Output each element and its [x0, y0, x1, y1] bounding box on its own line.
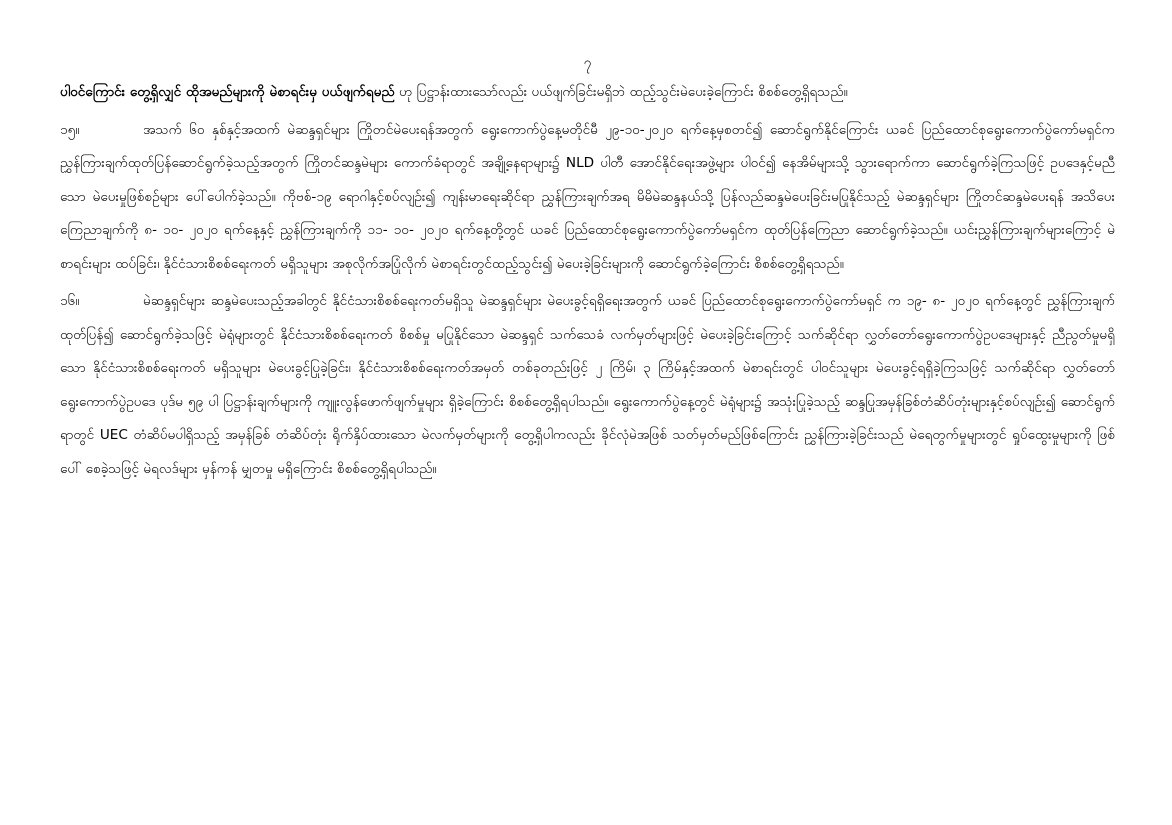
- paragraph-text: ဟု ပြဋ္ဌာန်းထားသော်လည်း ပယ်ဖျက်ခြင်းမရှိဘဲ ထည့်သွင်းမဲပေးခဲ့ကြောင်း စိစစ်တွေ့ရှိရသည်။: [394, 84, 848, 100]
- paragraph-text: အသက် ၆၀ နှစ်နှင့်အထက် မဲဆန္ဒရှင်များ ကြိုတင်မဲပေးရန်အတွက် ရွေးကောက်ပွဲနေ့မတိုင်မီ ၂၉-၁၀-၂၀၂၀ ရက်နေ့မှစတင်၍ ဆောင်ရွက်နိုင်ကြောင်း ယခင် ပြည်ထောင်စုရွေးကောက်ပွဲကော်မရှင်က ညွှန်ကြားချက်ထုတ်ပြန်ဆောင်ရွက်ခဲ့သည့်အတွက် ကြိုတင်ဆန္ဒမဲများ ကောက်ခံရာတွင် အချို့နေရာများ၌ NLD ပါတီ အောင်နိုင်ရေးအဖွဲ့များ ပါဝင်၍ နေအိမ်များသို့ သွားရောက်ကာ ဆောင်ရွက်ခဲ့ကြသဖြင့် ဥပဒေနှင့်မညီသော မဲပေးမှုဖြစ်စဉ်များ ပေါ်ပေါက်ခဲ့သည်။ ကိုဗစ်-၁၉ ရောဂါနှင့်စပ်လျဉ်း၍ ကျန်းမာရေးဆိုင်ရာ ညွှန်ကြားချက်အရ မိမိမဲဆန္ဒနယ်သို့ ပြန်လည်ဆန္ဒမဲပေးခြင်းမပြုနိုင်သည့် မဲဆန္ဒရှင်များ ကြိုတင်ဆန္ဒမဲပေးရန် အသိပေးကြေညာချက်ကို ၈- ၁၀- ၂၀၂၀ ရက်နေ့နှင့် ညွှန်ကြားချက်ကို ၁၁- ၁၀- ၂၀၂၀ ရက်နေ့တို့တွင် ယခင် ပြည်ထောင်စုရွေးကောက်ပွဲကော်မရှင်က ထုတ်ပြန်ကြေညာ ဆောင်ရွက်ခဲ့သည်။ ယင်းညွှန်ကြားချက်များကြောင့် မဲစာရင်းများ ထပ်ခြင်း၊ နိုင်ငံသားစိစစ်ရေးကတ် မရှိသူများ အစုလိုက်အပြုံလိုက် မဲစာရင်းတွင်ထည့်သွင်း၍ မဲပေးခဲ့ခြင်းများကို ဆောင်ရွက်ခဲ့ကြောင်း စိစစ်တွေ့ရှိရသည်။: [60, 121, 1115, 272]
- paragraph-number: ၁၅။: [60, 121, 80, 138]
- bold-lead-text: ပါဝင်ကြောင်း တွေ့ရှိလျှင် ထိုအမည်များကို မဲစာရင်းမှ ပယ်ဖျက်ရမည်: [60, 84, 395, 100]
- paragraph-continuation: [60, 76, 1115, 110]
- page-number: ၇: [583, 55, 592, 71]
- paragraph-16: [60, 285, 1115, 486]
- paragraph-number: ၁၆။: [60, 293, 80, 309]
- paragraph-text: မဲဆန္ဒရှင်များ ဆန္ဒမဲပေးသည့်အခါတွင် နိုင်ငံသားစိစစ်ရေးကတ်မရှိသူ မဲဆန္ဒရှင်များ မဲပေးခွင့်ရရှိရေးအတွက် ယခင် ပြည်ထောင်စုရွေးကောက်ပွဲကော်မရှင် က ၁၉- ၈- ၂၀၂၀ ရက်နေ့တွင် ညွှန်ကြားချက်ထုတ်ပြန်၍ ဆောင်ရွက်ခဲ့သဖြင့် မဲရုံများတွင် နိုင်ငံသားစိစစ်ရေးကတ် စိစစ်မှု မပြုနိုင်သော မဲဆန္ဒရှင် သက်သေခံ လက်မှတ်များဖြင့် မဲပေးခဲ့ခြင်းကြောင့် သက်ဆိုင်ရာ လွှတ်တော်ရွေးကောက်ပွဲဥပဒေများနှင့် ညီညွတ်မှုမရှိသော နိုင်ငံသားစိစစ်ရေးကတ် မရှိသူများ မဲပေးခွင့်ပြုခဲ့ခြင်း၊ နိုင်ငံသားစိစစ်ရေးကတ်အမှတ် တစ်ခုတည်းဖြင့် ၂ ကြိမ်၊ ၃ ကြိမ်နှင့်အထက် မဲစာရင်းတွင် ပါဝင်သူများ မဲပေးခွင့်ရရှိခဲ့ကြသဖြင့် သက်ဆိုင်ရာ လွှတ်တော်ရွေးကောက်ပွဲဥပဒေ ပုဒ်မ ၅၉ ပါ ပြဋ္ဌာန်းချက်များကို ကျူးလွန်ဖောက်ဖျက်မှုများ ရှိခဲ့ကြောင်း စိစစ်တွေ့ရှိရပါသည်။ ရွေးကောက်ပွဲနေ့တွင် မဲရုံများ၌ အသုံးပြုခဲ့သည့် ဆန္ဒပြုအမှန်ခြစ်တံဆိပ်တုံးများနှင့်စပ်လျဉ်း၍ ဆောင်ရွက်ရာတွင် UEC တံဆိပ်မပါရှိသည့် အမှန်ခြစ် တံဆိပ်တုံး ရိုက်နှိပ်ထားသော မဲလက်မှတ်များကို တွေ့ရှိပါကလည်း ခိုင်လုံမဲအဖြစ် သတ်မှတ်မည်ဖြစ်ကြောင်း ညွှန်ကြားခဲ့ခြင်းသည် မဲရေတွက်မှုများတွင် ရှုပ်ထွေးမှုများကို ဖြစ်ပေါ် စေခဲ့သဖြင့် မဲရလဒ်များ မှန်ကန် မျှတမှု မရှိကြောင်း စိစစ်တွေ့ရှိရပါသည်။: [60, 293, 1115, 477]
- document-page: [60, 50, 1115, 490]
- paragraph-15: [60, 114, 1115, 282]
